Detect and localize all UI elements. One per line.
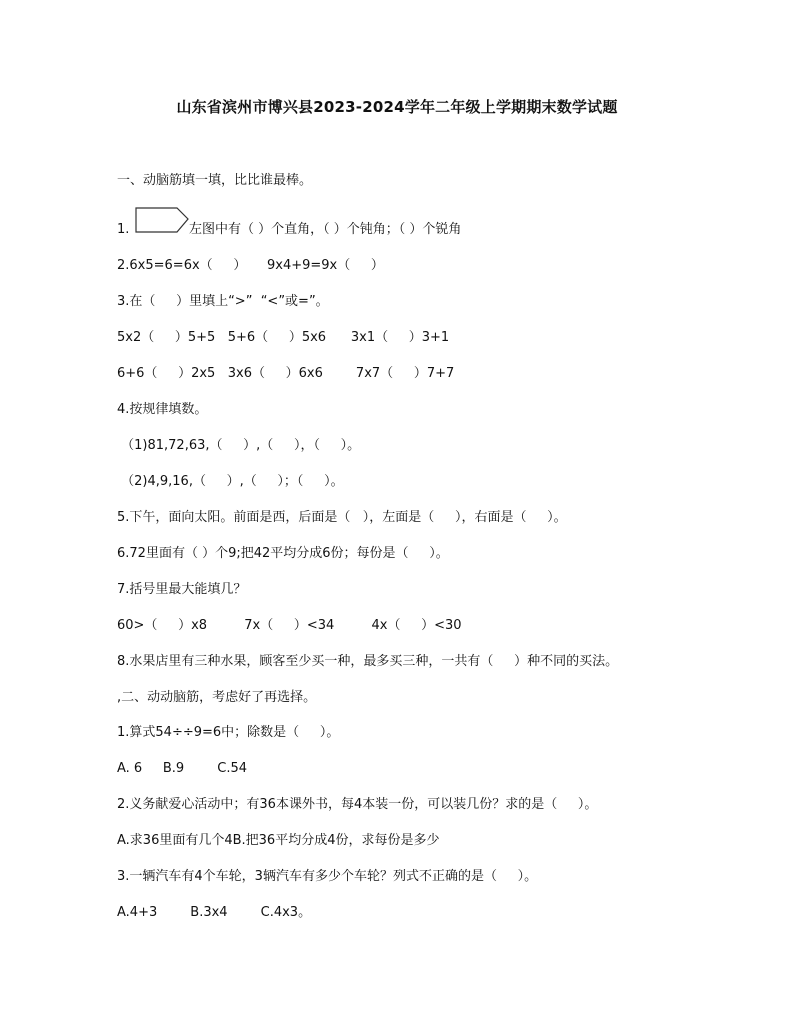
question-7-intro: 7.括号里最大能填几？ — [117, 582, 247, 597]
question-4-intro: 4.按规律填数。 — [117, 402, 208, 417]
choice-question-2: 2.义务献爱心活动中；有36本课外书，每4本装一份，可以装几份？求的是（ ）。 — [117, 797, 598, 812]
question-6: 6.72里面有（ ）个9;把42平均分成6份；每份是（ ）。 — [117, 546, 449, 561]
question-3-row-1: 5x2（ ）5+5 5+6（ ）5x6 3x1（ ）3+1 — [117, 330, 450, 345]
question-2: 2.6x5=6=6x（ ） 9x4+9=9x（ ） — [117, 258, 384, 273]
section2-heading: ,二、动动脑筋，考虑好了再选择。 — [117, 690, 317, 705]
question-8: 8.水果店里有三种水果，顾客至少买一种，最多买三种，一共有（ ）种不同的买法。 — [117, 654, 619, 669]
question-7-row: 60>（ ）x8 7x（ ）<34 4x（ ）<30 — [117, 618, 462, 633]
choice-question-2-options: A.求36里面有几个4B.把36平均分成4份，求每份是多少 — [117, 833, 440, 848]
question-4-part-1: （1)81,72,63,（ ）,（ ），（ ）。 — [117, 438, 361, 453]
question-4-part-2: （2)4,9,16,（ ）,（ ）；（ ）。 — [117, 474, 344, 489]
question-5: 5.下午，面向太阳。前面是西，后面是（ ），左面是（ ），右面是（ ）。 — [117, 510, 567, 525]
page-title: 山东省滨州市博兴县2023-2024学年二年级上学期期末数学试题 — [176, 98, 618, 116]
question-3-intro: 3.在（ ）里填上“>” “<”或=”。 — [117, 294, 329, 309]
question-1-text: 左图中有（ ）个直角，（ ）个钝角；（ ）个锐角 — [189, 222, 462, 237]
choice-question-1: 1.算式54÷÷9=6中；除数是（ ）。 — [117, 725, 340, 740]
choice-question-3: 3.一辆汽车有4个车轮，3辆汽车有多少个车轮？列式不正确的是（ ）。 — [117, 869, 538, 884]
question-3-row-2: 6+6（ ）2x5 3x6（ ）6x6 7x7（ ）7+7 — [117, 366, 455, 381]
choice-question-3-options: A.4+3 B.3x4 C.4x3。 — [117, 905, 312, 920]
choice-question-1-options: A. 6 B.9 C.54 — [117, 761, 247, 776]
pentagon-figure-icon — [135, 207, 189, 233]
question-1-number: 1. — [117, 222, 130, 237]
section1-heading: 一、动脑筋填一填，比比谁最棒。 — [117, 173, 313, 188]
